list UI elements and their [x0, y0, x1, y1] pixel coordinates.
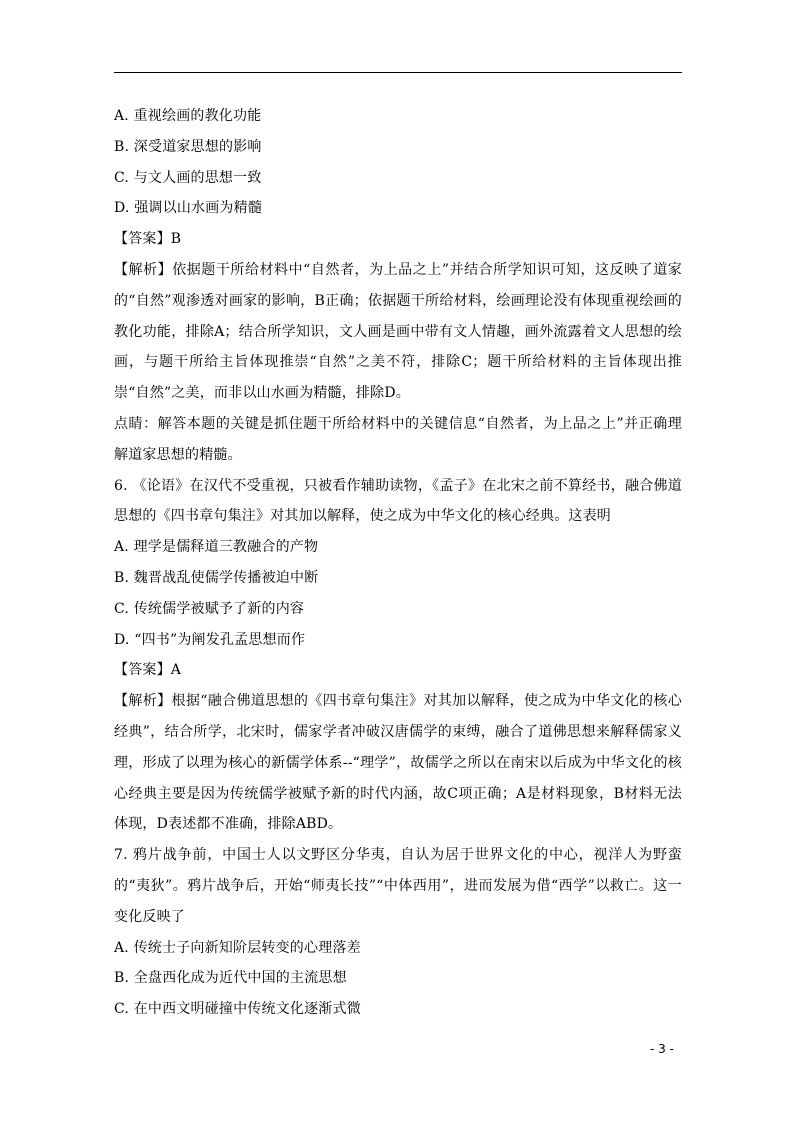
- q5-analysis: 【解析】依据题干所给材料中“自然者，为上品之上”并结合所学知识可知，这反映了道家的“自然”观渗透对画家的影响，B正确；依据题干所给材料，绘画理论没有体现重视绘画的教化功能，排除A；结合所学知识，文人画是画中带有文人情趣，画外流露着文人思想的绘画，与题干所给主旨体现推崇“自然”之美不符，排除C；题干所给材料的主旨体现出推崇“自然”之美，而非以山水画为精髓，排除D。: [114, 261, 682, 402]
- q7-option-c: C. 在中西文明碰撞中传统文化逐渐式微: [114, 1001, 361, 1018]
- q5-option-b: B. 深受道家思想的影响: [114, 138, 262, 155]
- q6-option-d: D. “四书”为阐发孔孟思想而作: [114, 631, 306, 648]
- q6-analysis: 【解析】根据“融合佛道思想的《四书章句集注》对其加以解释，使之成为中华文化的核心经典”，结合所学，北宋时，儒家学者冲破汉唐儒学的束缚，融合了道佛思想来解释儒家义理，形成了以理为核心的新儒学体系--“理学”，故儒学之所以在南宋以后成为中华文化的核心经典主要是因为传统儒学被赋予新的时代内涵，故C项正确；A是材料现象，B材料无法体现，D表述都不准确，排除ABD。: [114, 693, 682, 833]
- q6-option-b: B. 魏晋战乱使儒学传播被迫中断: [114, 569, 319, 586]
- q6-answer: 【答案】A: [114, 662, 182, 679]
- q6-option-a: A. 理学是儒释道三教融合的产物: [114, 539, 319, 556]
- q7-option-a: A. 传统士子向新知阶层转变的心理落差: [114, 939, 361, 956]
- q5-answer: 【答案】B: [114, 231, 182, 248]
- q5-option-d: D. 强调以山水画为精髓: [114, 200, 263, 217]
- q6-stem: 6. 《论语》在汉代不受重视，只被看作辅助读物，《孟子》在北宋之前不算经书，融合佛道思想的《四书章句集注》对其加以解释，使之成为中华文化的核心经典。这表明: [114, 477, 682, 525]
- q7-option-b: B. 全盘西化成为近代中国的主流思想: [114, 970, 347, 987]
- q7-stem: 7. 鸦片战争前，中国士人以文野区分华夷，自认为居于世界文化的中心，视洋人为野蛮的“夷狄”。鸦片战争后，开始“师夷长技”“中体西用”，进而发展为借“西学”以救亡。这一变化反映了: [114, 847, 682, 925]
- page-number: - 3 -: [650, 1042, 674, 1056]
- document-body: [114, 101, 682, 1025]
- q5-option-c: C. 与文人画的思想一致: [114, 169, 262, 186]
- q5-tip: 点睛：解答本题的关键是抓住题干所给材料中的关键信息“自然者，为上品之上”并正确理解道家思想的精髓。: [114, 415, 682, 463]
- header-rule: [114, 72, 682, 73]
- q6-option-c: C. 传统儒学被赋予了新的内容: [114, 600, 305, 617]
- q5-option-a: A. 重视绘画的教化功能: [114, 108, 262, 124]
